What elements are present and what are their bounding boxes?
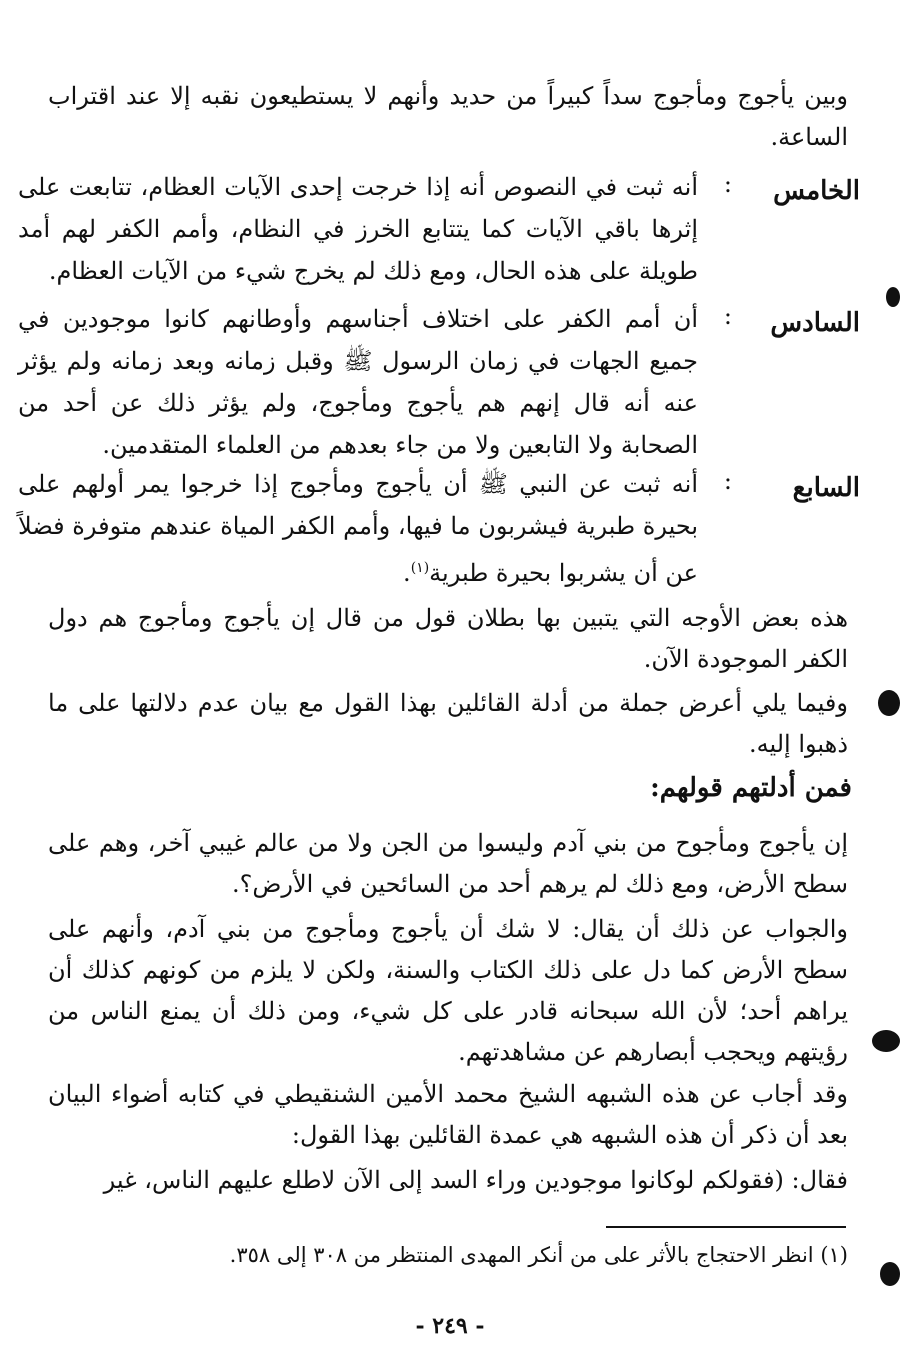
scan-mark [880,1262,900,1286]
footnote-reference: (١) [410,560,430,576]
paragraph-aspects: هذه بعض الأوجه التي يتبين بها بطلان قول من قال إن يأجوج ومأجوج هم دول الكفر الموجودة الآن. [48,604,848,673]
scan-mark [886,287,900,307]
point-term: الخامس [773,176,860,206]
point-seventh [18,463,860,588]
point-colon: : [723,467,732,495]
paragraph-quote: فقال: (فقولكم لوكانوا موجودين وراء السد إلى الآن لاطلع عليهم الناس، غير [103,1166,848,1194]
point-fifth [18,166,860,286]
section-heading: فمن أدلتهم قولهم: [650,773,852,803]
point-text [18,463,698,594]
point-text-body: أنه ثبت عن النبي ﷺ أن يأجوج ومأجوج إذا خرجوا يمر أولهم على بحيرة طبرية فيشربون ما فيها، وأمم الكفر المياة عندهم متوفرة فضلاً عن أن يشربوا بحيرة طبرية [18,470,698,587]
footnote-separator [606,1226,846,1228]
point-colon: : [723,170,732,198]
paragraph-claim: إن يأجوج ومأجوح من بني آدم وليسوا من الجن ولا من عالم غيبي آخر، وهم على سطح الأرض، ومع ذلك لم يرهم أحد من السائحين في الأرض؟. [48,829,848,898]
point-term: السادس [770,308,860,338]
point-text: أنه ثبت في النصوص أنه إذا خرجت إحدى الآيات العظام، تتابعت على إثرها باقي الآيات كما يتتابع الخرز في النظام، وأمم الكفر لهم أمد طويلة على هذه الحال، ومع ذلك لم يخرج شيء من الآيات العظام. [18,173,698,285]
point-term: السابع [792,473,860,503]
point-colon: : [723,302,732,330]
point-sixth [18,298,860,463]
paragraph-shanqiti: وقد أجاب عن هذه الشبهه الشيخ محمد الأمين الشنقيطي في كتابه أضواء البيان بعد أن ذكر أن هذه الشبهه هي عمدة القائلين بهذا القول: [48,1080,848,1149]
scan-mark [878,690,900,716]
point-text: أن أمم الكفر على اختلاف أجناسهم وأوطانهم كانوا موجودين في جميع الجهات في زمان الرسول ﷺ وقبل زمانه وبعد زمانه ولم يؤثر عنه أنه قال إنهم هم يأجوج ومأجوج، ولم يؤثر ذلك عن أحد من الصحابة ولا التابعين ولا من جاء بعدهم من العلماء المتقدمين. [18,305,698,459]
footnote: (١) انظر الاحتجاج بالأثر على من أنكر المهدى المنتظر من ٣٠٨ إلى ٣٥٨. [229,1243,848,1267]
paragraph-answer: والجواب عن ذلك أن يقال: لا شك أن يأجوج ومأجوج من بني آدم، وأنهم على سطح الأرض كما دل على ذلك الكتاب والسنة، ولكن لا يلزم من كونهم كذلك أن يراهم أحد؛ لأن الله سبحانه قادر على كل شيء، ومن ذلك أن يمنع الناس من رؤيتهم ويحجب أبصارهم عن مشاهدتهم. [48,915,848,1066]
scan-mark [872,1030,900,1052]
page-number: - ٢٤٩ - [415,1313,485,1339]
paragraph-arguments: وفيما يلي أعرض جملة من أدلة القائلين بهذا القول مع بيان عدم دلالتها على ما ذهبوا إليه. [48,689,848,758]
point-text-tail: . [403,559,411,587]
intro-paragraph: وبين يأجوج ومأجوج سداً كبيراً من حديد وأنهم لا يستطيعون نقبه إلا عند اقتراب الساعة. [48,82,849,151]
